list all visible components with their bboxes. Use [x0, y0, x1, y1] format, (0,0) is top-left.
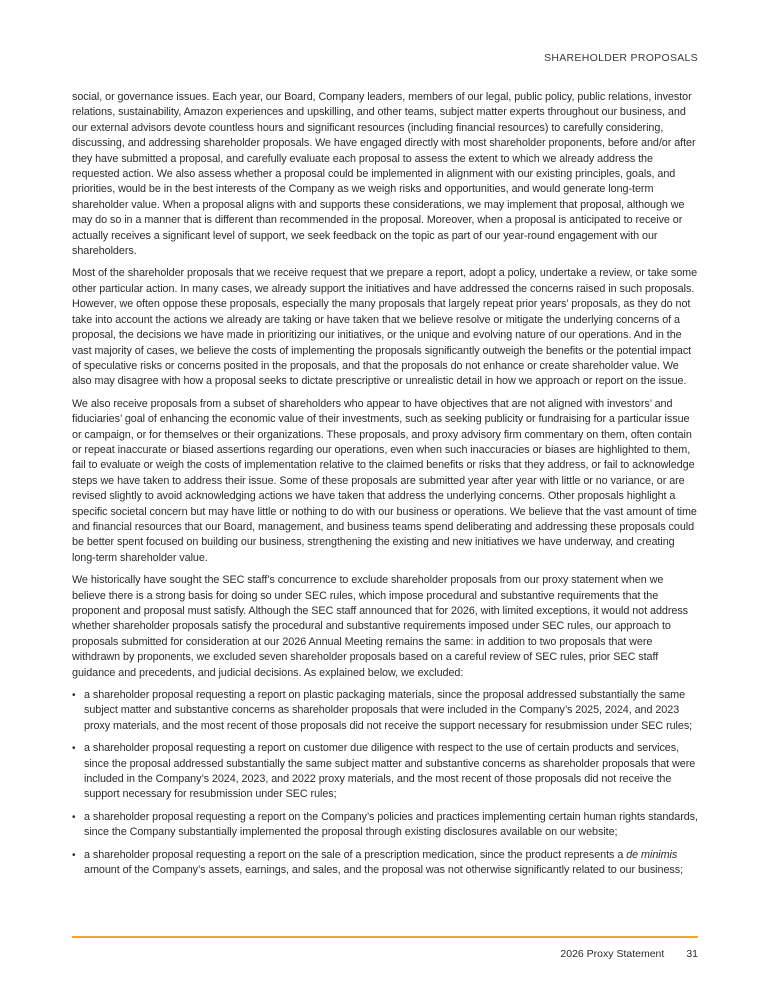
paragraph: Most of the shareholder proposals that we receive request that we prepare a report, adopt a policy, undertake a review, or take some other particular action. In many cases, we already support the initiatives and have addressed the concerns raised in such proposals. However, we often oppose these proposals, especially the many proposals that largely repeat prior years’ proposals, as they do not take into account the actions we already are taking or have taken that we believe resolve or mitigate the underlying concerns of a proposal, the decisions we have made in prioritizing our initiatives, or the unique and evolving nature of our operations. And in the vast majority of cases, we believe the costs of implementing the proposals significantly outweigh the benefits or the potential impact of speculative risks or concerns posited in the proposals, and that the proposals do not enhance or create shareholder value. We also may disagree with how a proposal seeks to dictate prescriptive or unrealistic detail in how we approach or report on the issue. [72, 267, 698, 388]
list-item [72, 688, 698, 734]
list-item-text: a shareholder proposal requesting a report on plastic packaging materials, since the proposal addressed substantially the same subject matter and substantive concerns as shareholder proposals that were included in the Company’s 2025, 2024, and 2023 proxy materials, and the most recent of those proposals did not receive the support necessary for resubmission under SEC rules; [84, 689, 693, 732]
page-number: 31 [686, 948, 698, 960]
list-item-text: a shareholder proposal requesting a report on the Company’s policies and practices implementing certain human rights standards, since the Company substantially implemented the proposal through existing disclosures available on our website; [84, 810, 698, 839]
bullet-marker: • [72, 690, 76, 702]
bullet-marker: • [72, 849, 76, 861]
list-item-text: a shareholder proposal requesting a report on customer due diligence with respect to the use of certain products and services, since the proposal addressed substantially the same subject matter and substantive concerns as shareholder proposals that were included in the Company’s 2024, 2023, and 2022 proxy materials, and the most recent of those proposals did not receive the support necessary for resubmission under SEC rules; [84, 742, 696, 801]
document-title: 2026 Proxy Statement [560, 948, 665, 960]
bullet-marker: • [72, 743, 76, 755]
list-item [72, 848, 698, 879]
footer-rule [72, 936, 698, 938]
page-footer [560, 948, 698, 960]
paragraph: social, or governance issues. Each year, our Board, Company leaders, members of our legal, public policy, public relations, investor relations, sustainability, Amazon experiences and upskilling, and other teams, subject matter experts throughout our business, and our external advisors devote countless hours and significant resources (including financial resources) to carefully considering, discussing, and addressing shareholder proposals. We have engaged directly with most shareholder proponents, before and/or after they have submitted a proposal, and carefully evaluate each proposal to assess the extent to which we already address the requested action. We also assess whether a proposal could be implemented in alignment with our existing principles, goals, and priorities, would be in the best interests of the Company as we weigh risks and opportunities, and would generate long-term shareholder value. When a proposal aligns with and supports these considerations, we may implement that proposal, although we may do so in a manner that is different than recommended in the proposal. Moreover, when a proposal is anticipated to receive or actually receives a significant level of support, we seek feedback on the topic as part of our year-round engagement with our shareholders. [72, 91, 696, 258]
body-text [72, 90, 698, 886]
bullet-marker: • [72, 811, 76, 823]
list-item [72, 741, 698, 803]
list-item-text: a shareholder proposal requesting a report on the sale of a prescription medication, since the product represents a de minimis amount of the Company’s assets, earnings, and sales, and the proposal was not otherwise significantly related to our business; [84, 848, 684, 877]
italic-term: de minimis [626, 848, 678, 861]
paragraph: We also receive proposals from a subset of shareholders who appear to have objectives that are not aligned with investors’ and fiduciaries’ goal of enhancing the economic value of their investments, such as seeking publicity or fundraising for a particular issue or campaign, or for themselves or their organizations. These proposals, and proxy advisory firm commentary on them, often contain or repeat inaccurate or biased assertions regarding our operations, even when such inaccuracies or biases are highlighted to them, fail to evaluate or weigh the costs of implementation relative to the claimed benefits or risks that they address, or fail to acknowledge steps we have taken to address their issue. Some of these proposals are submitted year after year with little or no variance, or are revised slightly to avoid acknowledging actions we have taken that address the underlying concerns. Other proposals highlight a specific societal concern but may have little or nothing to do with our business or operations. We believe that the vast amount of time and financial resources that our Board, management, and business teams spend deliberating and addressing these proposals could be better spent focused on building our business, strengthening the existing and new initiatives we have underway, and creating long-term shareholder value. [72, 397, 697, 564]
running-header: SHAREHOLDER PROPOSALS [544, 52, 698, 64]
paragraph: We historically have sought the SEC staff’s concurrence to exclude shareholder proposals from our proxy statement when we believe there is a strong basis for doing so under SEC rules, which impose procedural and substantive requirements that the proponent and proposal must satisfy. Although the SEC staff announced that for 2026, with limited exceptions, it would not address whether shareholder proposals satisfy the procedural and substantive requirements imposed under SEC rules, our approach to proposals submitted for consideration at our 2026 Annual Meeting remains the same: in addition to two proposals that were withdrawn by proponents, we excluded seven shareholder proposals based on a careful review of SEC rules, prior SEC staff guidance and precedents, and judicial decisions. As explained below, we excluded: [72, 574, 688, 679]
list-item [72, 810, 698, 841]
exclusion-list [72, 688, 698, 878]
